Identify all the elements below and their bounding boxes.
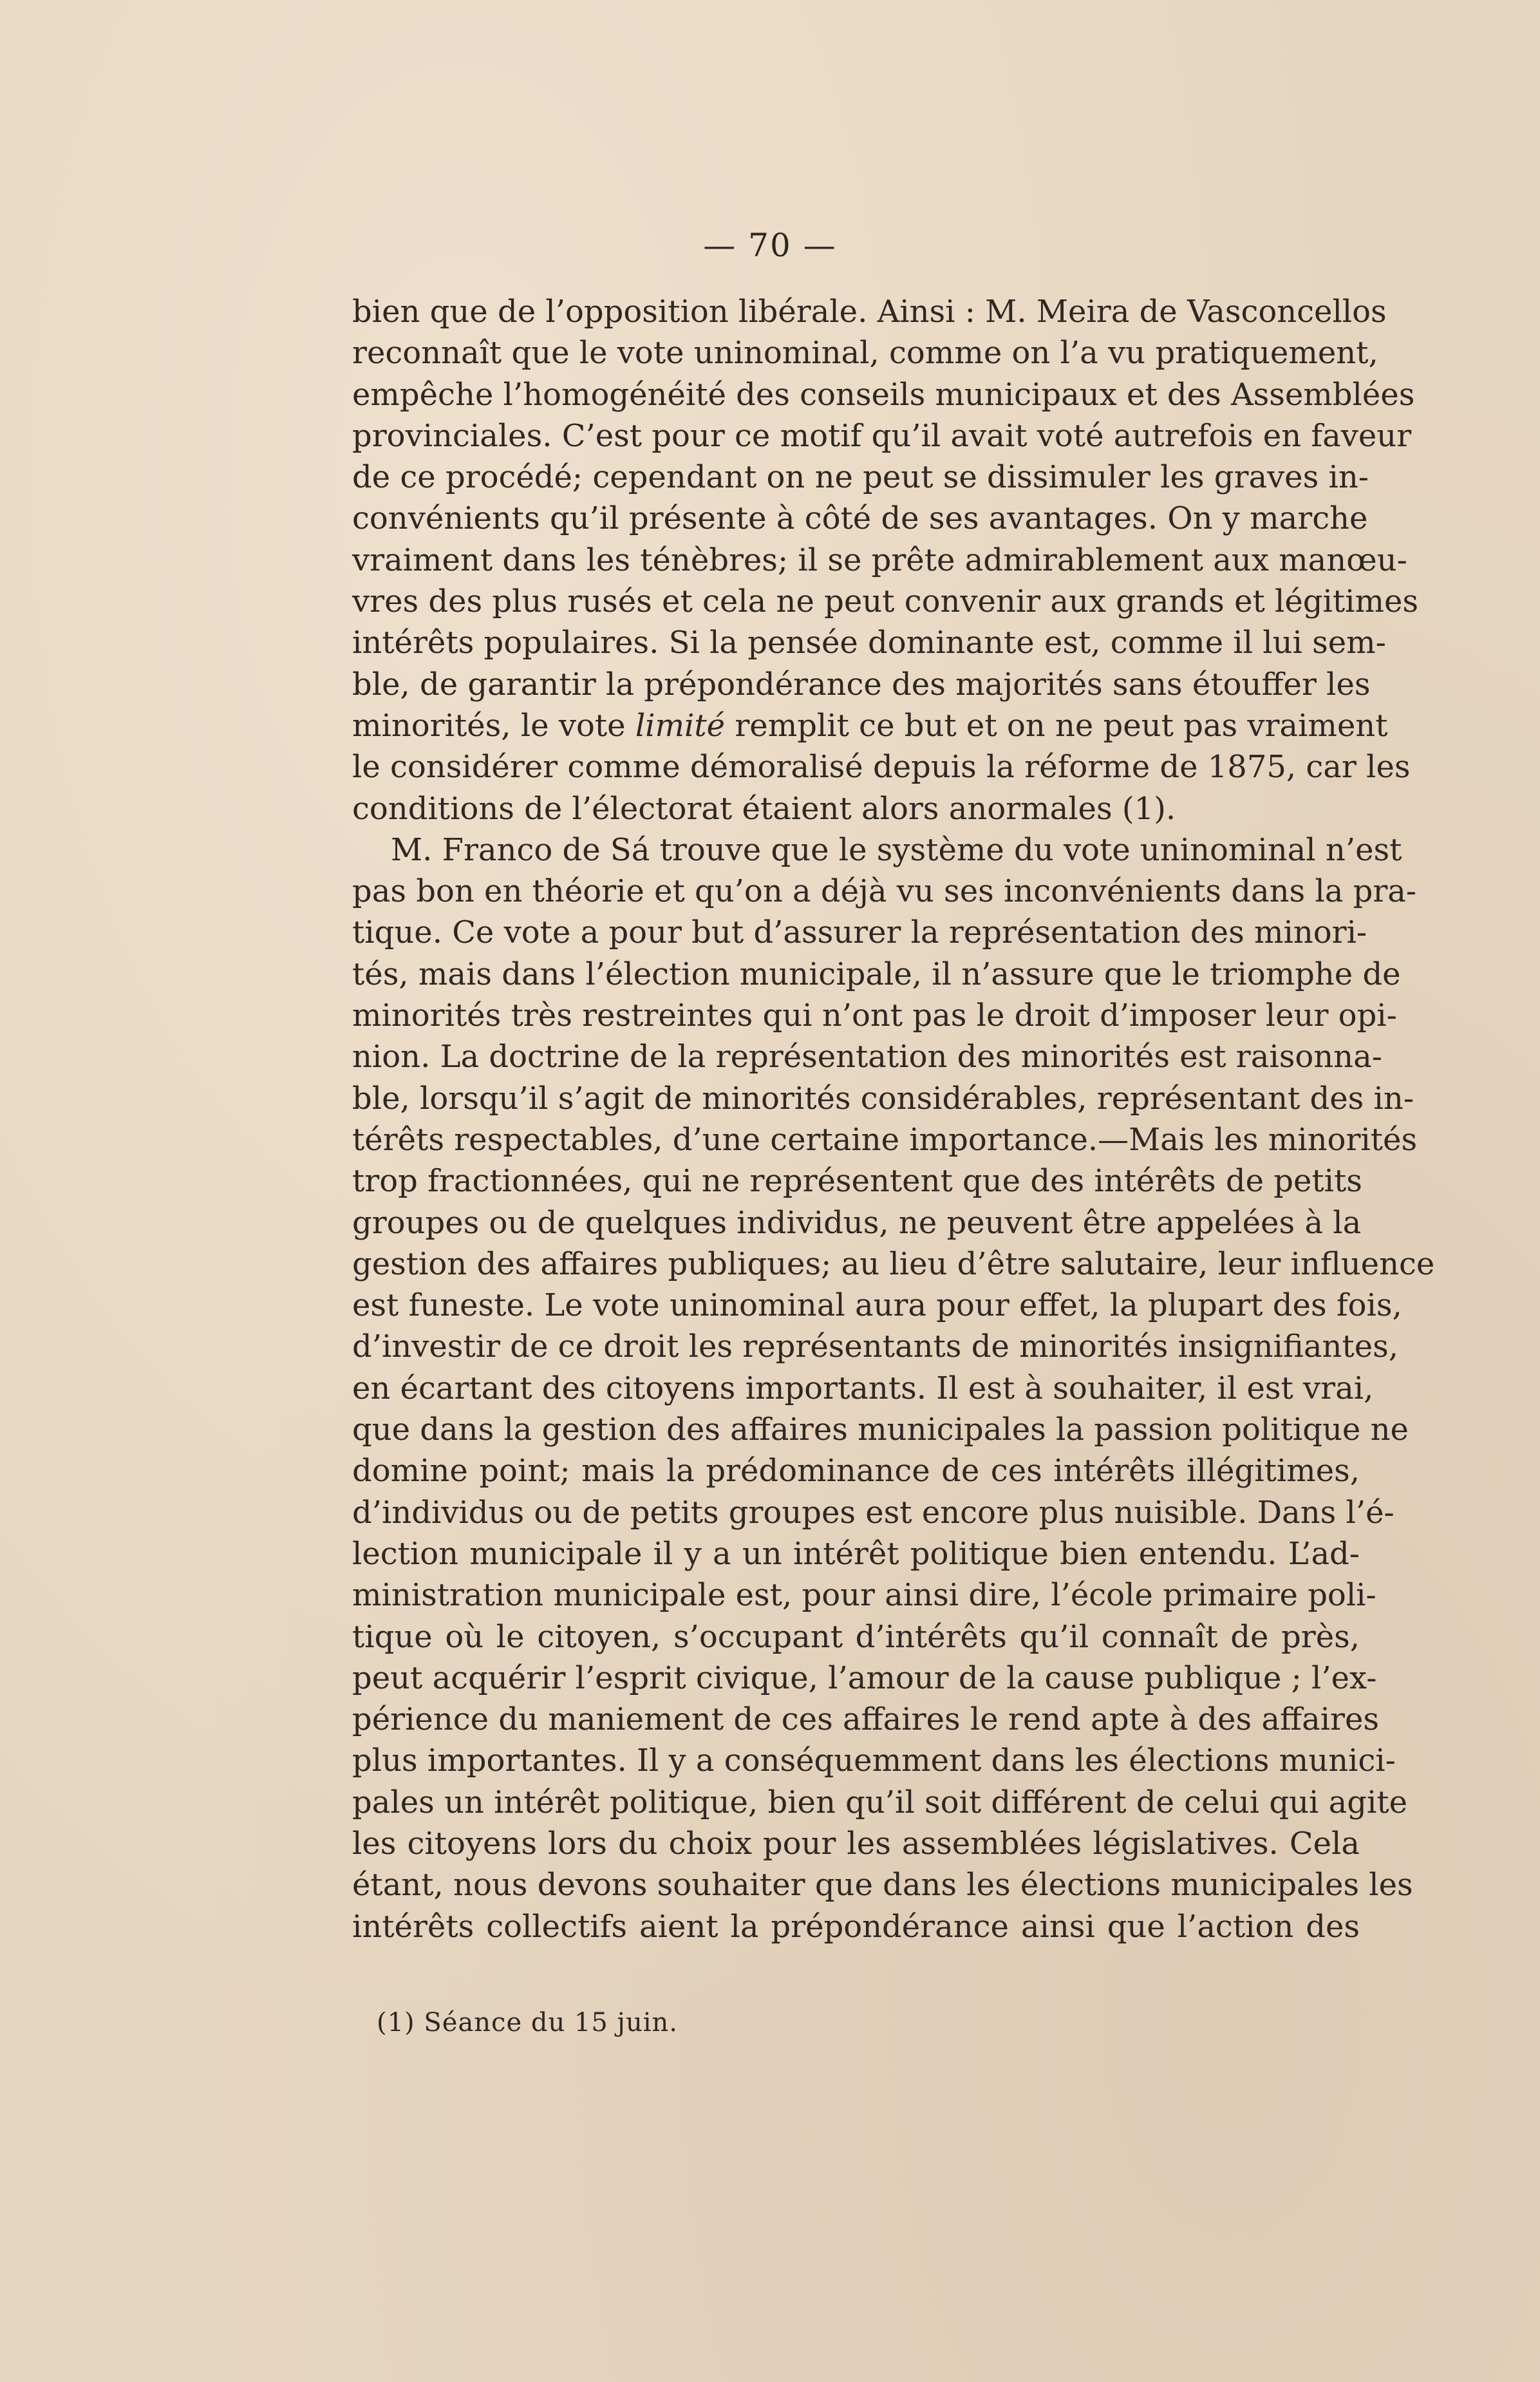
text-line: tique où le citoyen, s’occupant d’intérêts qu’il connaît de près, [352, 1618, 1360, 1655]
text-line: plus importantes. Il y a conséquemment dans les élections munici- [352, 1743, 1396, 1779]
text-line: intérêts collectifs aient la prépondérance ainsi que l’action des [352, 1908, 1360, 1945]
text-line: pales un intérêt politique, bien qu’il soit différent de celui qui agite [352, 1784, 1408, 1820]
text-line: ministration municipale est, pour ainsi dire, l’école primaire poli- [352, 1577, 1376, 1614]
text-line: que dans la gestion des affaires municipales la passion politique ne [352, 1412, 1409, 1448]
text-line: conditions de l’électorat étaient alors anormales (1). [352, 790, 1176, 827]
text-line: vres des plus rusés et cela ne peut convenir aux grands et légitimes [352, 583, 1419, 620]
text-line: étant, nous devons souhaiter que dans les élections municipales les [352, 1867, 1413, 1904]
text-line: le considérer comme démoralisé depuis la réforme de 1875, car les [352, 749, 1411, 786]
text-line: intérêts populaires. Si la pensée dominante est, comme il lui sem- [352, 625, 1386, 661]
body-text [352, 291, 1435, 1947]
text-line: bien que de l’opposition libérale. Ainsi : M. Meira de Vasconcellos [352, 294, 1387, 330]
text-line: peut acquérir l’esprit civique, l’amour de la cause publique ; l’ex- [352, 1659, 1377, 1696]
text-line: gestion des affaires publiques; au lieu d’être salutaire, leur influence [352, 1245, 1435, 1282]
text-line: M. Franco de Sá trouve que le système du vote uninominal n’est [391, 831, 1402, 868]
text-line: tique. Ce vote a pour but d’assurer la représentation des minori- [352, 914, 1367, 951]
text-line: de ce procédé; cependant on ne peut se dissimuler les graves in- [352, 459, 1369, 496]
text-line: groupes ou de quelques individus, ne peuvent être appelées à la [352, 1204, 1362, 1241]
text-line: empêche l’homogénéité des conseils municipaux et des Assemblées [352, 376, 1415, 413]
text-line: nion. La doctrine de la représentation des minorités est raisonna- [352, 1039, 1382, 1075]
text-line: tés, mais dans l’élection municipale, il n’assure que le triomphe de [352, 956, 1401, 992]
text-line: ble, de garantir la prépondérance des majorités sans étouffer les [352, 666, 1371, 703]
page-number: — 70 — [703, 227, 837, 264]
footnote: (1) Séance du 15 juin. [377, 2008, 678, 2037]
text-line: d’investir de ce droit les représentants de minorités insignifiantes, [352, 1328, 1399, 1365]
text-line: convénients qu’il présente à côté de ses avantages. On y marche [352, 500, 1368, 537]
text-line: reconnaît que le vote uninominal, comme on l’a vu pratiquement, [352, 335, 1378, 372]
text-segment: remplit ce but et on ne peut pas vraiment [725, 707, 1388, 744]
text-line: minorités très restreintes qui n’ont pas le droit d’imposer leur opi- [352, 997, 1397, 1034]
text-line: trop fractionnées, qui ne représentent que des intérêts de petits [352, 1163, 1362, 1200]
text-line: pas bon en théorie et qu’on a déjà vu ses inconvénients dans la pra- [352, 873, 1417, 910]
text-line: périence du maniement de ces affaires le rend apte à des affaires [352, 1701, 1380, 1738]
text-line: en écartant des citoyens importants. Il est à souhaiter, il est vrai, [352, 1370, 1374, 1406]
text-segment: minorités, le vote [352, 707, 635, 744]
text-line [352, 705, 1388, 746]
text-line: térêts respectables, d’une certaine importance.—Mais les minorités [352, 1121, 1418, 1158]
text-line: lection municipale il y a un intérêt politique bien entendu. L’ad- [352, 1535, 1360, 1572]
text-line: ble, lorsqu’il s’agit de minorités considérables, représentant des in- [352, 1080, 1414, 1117]
text-line: domine point; mais la prédominance de ces intérêts illégitimes, [352, 1453, 1360, 1489]
text-line: vraiment dans les ténèbres; il se prête admirablement aux manœu- [352, 542, 1407, 578]
text-line: est funeste. Le vote uninominal aura pour effet, la plupart des fois, [352, 1287, 1402, 1324]
italic-word: limité [635, 707, 726, 744]
text-line: les citoyens lors du choix pour les assemblées législatives. Cela [352, 1825, 1360, 1862]
text-line: provinciales. C’est pour ce motif qu’il avait voté autrefois en faveur [352, 417, 1412, 454]
text-line: d’individus ou de petits groupes est encore plus nuisible. Dans l’é- [352, 1494, 1394, 1531]
